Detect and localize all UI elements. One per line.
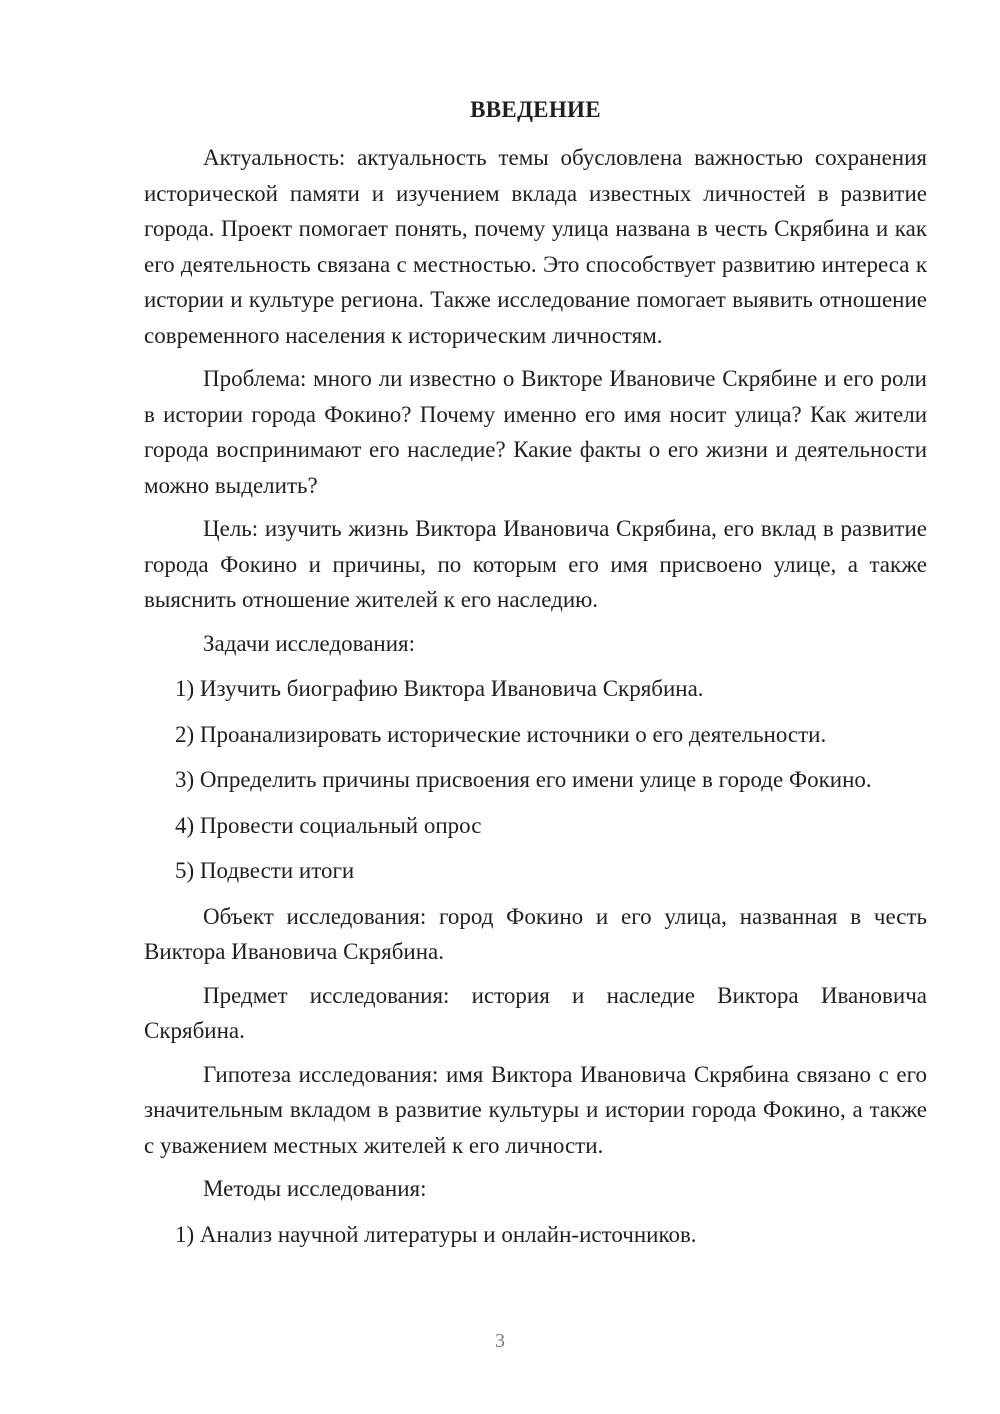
problem-paragraph: Проблема: много ли известно о Викторе Ивановиче Скрябине и его роли в истории города Фокино? Почему именно его имя носит улица? Как жители города воспринимают его наследие? Какие факты о его жизни и деятельности можно выделить?	[144, 366, 927, 498]
list-item: 1) Изучить биографию Виктора Ивановича Скрябина.	[175, 676, 704, 701]
list-item: 2) Проанализировать исторические источники о его деятельности.	[175, 721, 827, 747]
methods-label: Методы исследования:	[203, 1176, 427, 1201]
list-item: 5) Подвести итоги	[175, 858, 355, 883]
relevance-paragraph: Актуальность: актуальность темы обусловлена важностью сохранения исторической памяти и изучением вклада известных личностей в развитие города. Проект помогает понять, почему улица названа в честь Скрябина и как его деятельность связана с местностью. Это способствует развитию интереса к истории и культуре региона. Также исследование помогает выявить отношение современного населения к историческим личностям.	[144, 145, 927, 348]
list-item: 4) Провести социальный опрос	[175, 812, 482, 838]
hypothesis-paragraph: Гипотеза исследования: имя Виктора Ивановича Скрябина связано с его значительным вкладом в развитие культуры и истории города Фокино, а также с уважением местных жителей к его личности.	[144, 1061, 927, 1158]
goal-paragraph: Цель: изучить жизнь Виктора Ивановича Скрябина, его вклад в развитие города Фокино и причины, по которым его имя присвоено улице, а также выяснить отношение жителей к его наследию.	[144, 516, 927, 612]
methods-list	[144, 1217, 927, 1253]
section-title: ВВЕДЕНИЕ	[470, 97, 601, 122]
subject-paragraph: Предмет исследования: история и наследие Виктора Ивановича Скрябина.	[144, 982, 927, 1043]
list-item: 1) Анализ научной литературы и онлайн-источников.	[175, 1221, 697, 1247]
page-number: 3	[495, 1330, 505, 1352]
list-item: 3) Определить причины присвоения его имени улице в городе Фокино.	[175, 767, 872, 792]
tasks-label: Задачи исследования:	[203, 630, 416, 656]
object-paragraph: Объект исследования: город Фокино и его улица, названная в честь Виктора Ивановича Скрябина.	[144, 903, 927, 964]
document-page	[144, 92, 927, 1252]
tasks-list	[144, 671, 927, 889]
